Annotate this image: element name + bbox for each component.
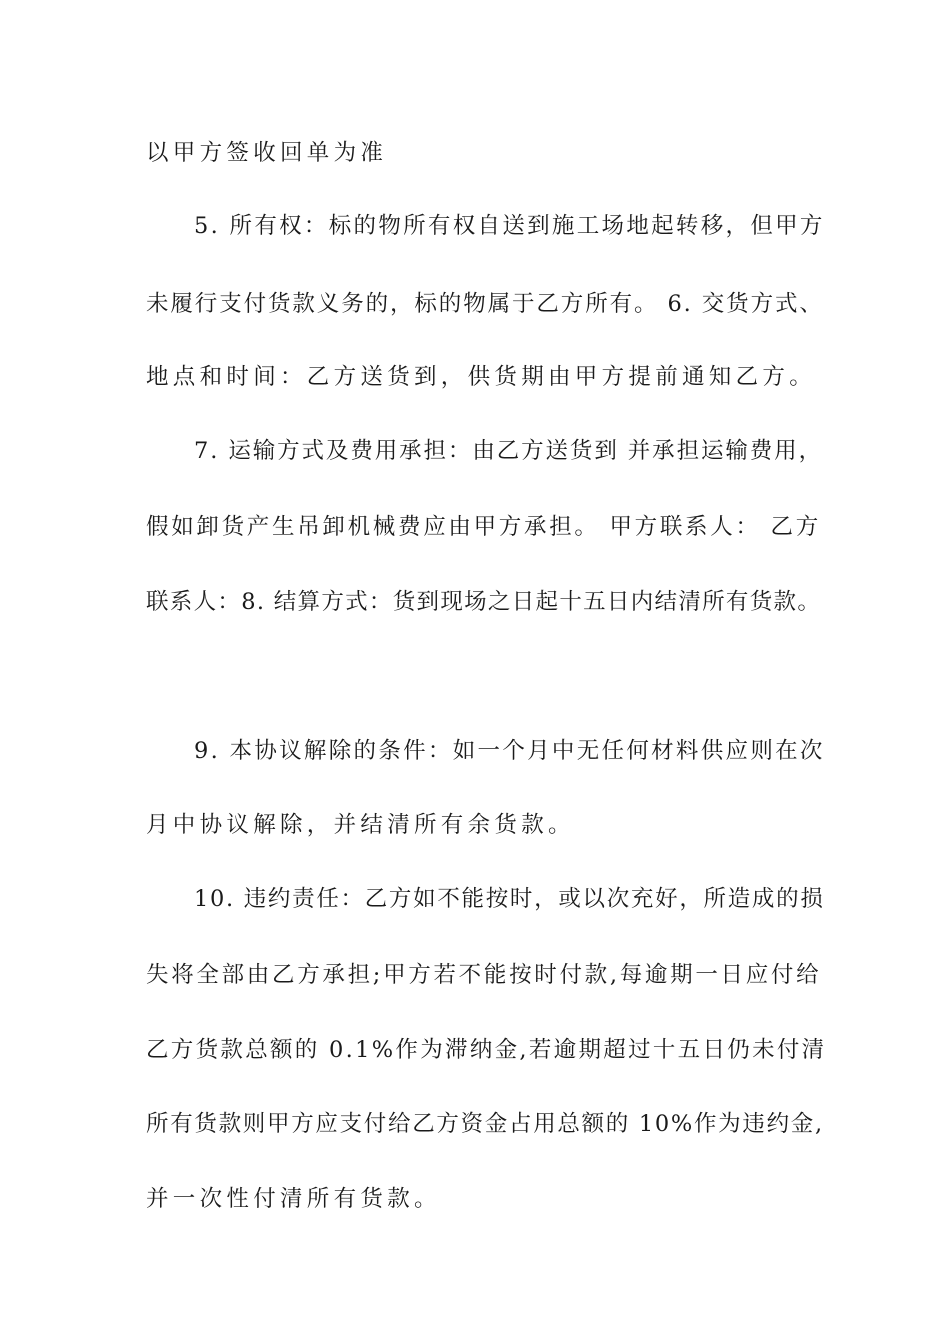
text-line-1: 以甲方签收回单为准 (146, 140, 388, 166)
text-line-12: 乙方货款总额的 0.1%作为滞纳金,若逾期超过十五日仍未付清 (146, 1037, 827, 1063)
text-line-5: 7. 运输方式及费用承担：由乙方送货到 并承担运输费用， (194, 438, 823, 464)
text-line-9: 月中协议解除，并结清所有余货款。 (146, 812, 575, 838)
text-line-3: 未履行支付货款义务的，标的物属于乙方所有。 6. 交货方式、 (146, 291, 824, 317)
text-line-13: 所有货款则甲方应支付给乙方资金占用总额的 10%作为违约金, (146, 1111, 824, 1137)
text-line-10: 10. 违约责任：乙方如不能按时，或以次充好，所造成的损 (194, 886, 825, 912)
text-line-4: 地点和时间：乙方送货到，供货期由甲方提前通知乙方。 (146, 364, 817, 390)
text-line-2: 5. 所有权：标的物所有权自送到施工场地起转移，但甲方 (194, 213, 825, 239)
text-line-6: 假如卸货产生吊卸机械费应由甲方承担。 甲方联系人： 乙方 (146, 514, 821, 540)
text-line-8: 9. 本协议解除的条件：如一个月中无任何材料供应则在次 (194, 738, 825, 764)
text-line-11: 失将全部由乙方承担;甲方若不能按时付款,每逾期一日应付给 (146, 962, 822, 988)
text-line-14: 并一次性付清所有货款。 (146, 1186, 441, 1212)
text-line-7: 联系人：8. 结算方式：货到现场之日起十五日内结清所有货款。 (146, 589, 822, 615)
